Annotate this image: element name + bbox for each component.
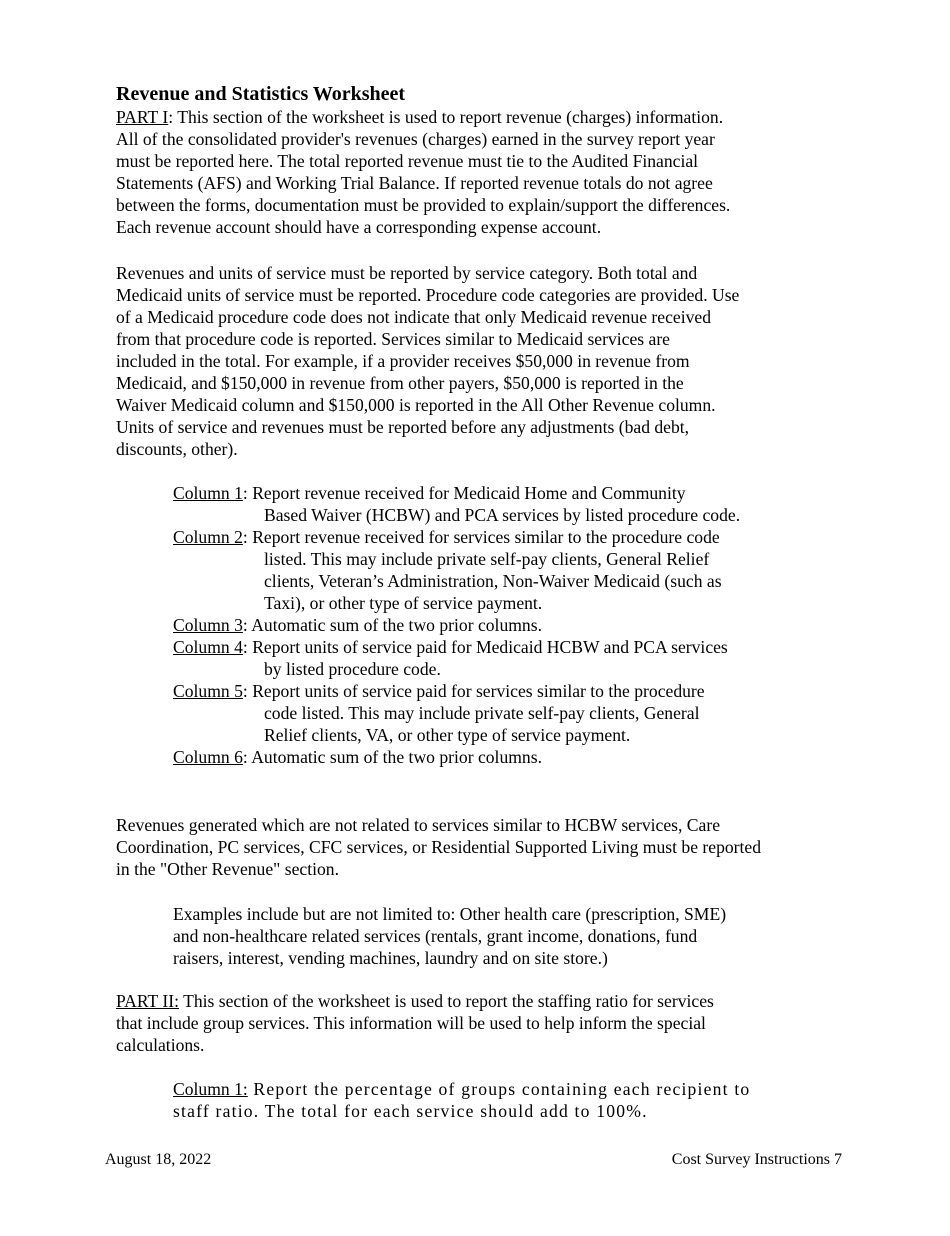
column-label: Column 3	[173, 615, 243, 635]
other-revenue-paragraph: Revenues generated which are not related to services similar to HCBW services, Care Coordination, PC services, CFC services, or Residential Supported Living must be reported in the "Other Revenue" section.	[116, 815, 762, 879]
column-definition: Column 3: Automatic sum of the two prior columns.	[173, 615, 542, 635]
part2-label: PART II:	[116, 991, 179, 1011]
part2-paragraph: PART II: This section of the worksheet is used to report the staffing ratio for services that include group services. This information will be used to help inform the special calculations.	[116, 991, 714, 1055]
column-label: Column 6	[173, 747, 243, 767]
column-definitions-list	[173, 482, 853, 768]
column-definition: Column 6: Automatic sum of the two prior columns.	[173, 747, 542, 767]
column-definition: Column 1: Report revenue received for Medicaid Home and Community Based Waiver (HCBW) and PCA services by listed procedure code.	[173, 483, 741, 525]
column-definition: Column 5: Report units of service paid for services similar to the procedure code listed. This may include private self-pay clients, General Relief clients, VA, or other type of service payment.	[173, 681, 705, 745]
footer-date: August 18, 2022	[105, 1151, 212, 1168]
units-of-service-paragraph: Revenues and units of service must be reported by service category. Both total and Medicaid units of service must be reported. Procedure code categories are provided. Use of a Medicaid procedure code does not indicate that only Medicaid revenue received from that procedure code is reported. Services similar to Medicaid services are included in the total. For example, if a provider receives $50,000 in revenue from Medicaid, and $150,000 in revenue from other payers, $50,000 is reported in the Waiver Medicaid column and $150,000 is reported in the All Other Revenue column. Units of service and revenues must be reported before any adjustments (bad debt, discounts, other).	[116, 263, 740, 459]
part2-column1-label: Column 1:	[173, 1079, 248, 1099]
part1-paragraph: PART I: This section of the worksheet is used to report revenue (charges) information. All of the consolidated provider's revenues (charges) earned in the survey report year must be reported here. The total reported revenue must tie to the Audited Financial Statements (AFS) and Working Trial Balance. If reported revenue totals do not agree between the forms, documentation must be provided to explain/support the differences. Each revenue account should have a corresponding expense account.	[116, 107, 731, 237]
column-label: Column 1	[173, 483, 243, 503]
footer-page-label: Cost Survey Instructions 7	[671, 1151, 842, 1168]
page-title: Revenue and Statistics Worksheet	[116, 83, 406, 105]
column-label: Column 4	[173, 637, 243, 657]
column-definition: Column 4: Report units of service paid for Medicaid HCBW and PCA services by listed procedure code.	[173, 637, 728, 679]
part1-label: PART I	[116, 107, 169, 127]
examples-paragraph: Examples include but are not limited to: Other health care (prescription, SME) and non-healthcare related services (rentals, grant income, donations, fund raisers, interest, vending machines, laundry and on site store.)	[173, 904, 727, 968]
part2-column1-paragraph: Column 1: Report the percentage of groups containing each recipient to staff ratio. The total for each service should add to 100%.	[173, 1079, 751, 1121]
column-label: Column 2	[173, 527, 243, 547]
column-definition: Column 2: Report revenue received for services similar to the procedure code listed. This may include private self-pay clients, General Relief clients, Veteran’s Administration, Non-Waiver Medicaid (such as Taxi), or other type of service payment.	[173, 527, 722, 613]
column-label: Column 5	[173, 681, 243, 701]
